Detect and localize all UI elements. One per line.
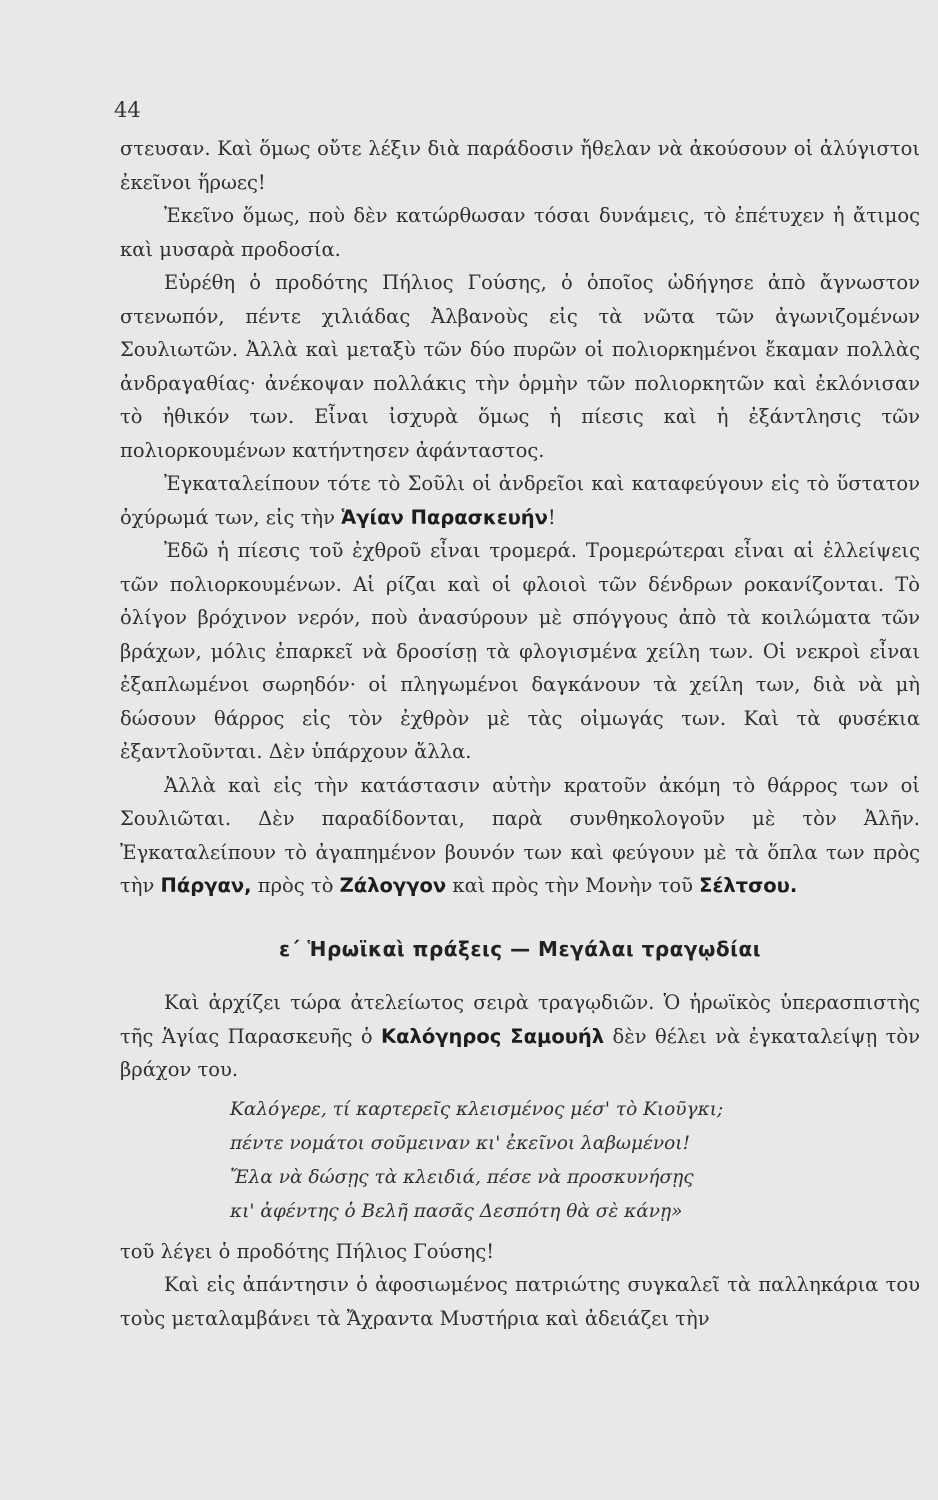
- poem-line: κι' ἀφέντης ὁ Βελῆ πασᾶς Δεσπότη θὰ σὲ κάνῃ»: [230, 1200, 683, 1222]
- paragraph-7-text: Καὶ ἀρχίζει τώρα ἀτελείωτος σειρὰ τραγῳδιῶν. Ὁ ἡρωϊκὸς ὑπερασπιστὴς τῆς Ἁγίας Παρασκευῆς ὁ: [120, 991, 920, 1048]
- paragraph-2: Ἐκεῖνο ὅμως, ποὺ δὲν κατώρθωσαν τόσαι δυνάμεις, τὸ ἐπέτυχεν ἡ ἄτιμος καὶ μυσαρὰ προδοσία.: [120, 204, 920, 261]
- place-name-zalongo: Ζάλογγον: [339, 874, 447, 897]
- section-heading: ε΄ Ἡρωϊκαὶ πράξεις — Μεγάλαι τραγῳδίαι: [279, 936, 761, 961]
- poem-line: Ἔλα νὰ δώσῃς τὰ κλειδιά, πέσε νὰ προσκυνήσῃς: [230, 1166, 694, 1188]
- paragraph-9: Καὶ εἰς ἀπάντησιν ὁ ἀφοσιωμένος πατριώτης συγκαλεῖ τὰ παλληκάρια του τοὺς μεταλαμβάνει τὰ Ἄχραντα Μυστήρια καὶ ἀδειάζει τὴν: [120, 1273, 920, 1330]
- paragraph-6: [120, 769, 920, 903]
- page-number: 44: [114, 98, 141, 122]
- paragraph-5: Ἐδῶ ἡ πίεσις τοῦ ἐχθροῦ εἶναι τρομερά. Τρομερώτεραι εἶναι αἱ ἐλλείψεις τῶν πολιορκουμένων. Αἱ ρίζαι καὶ οἱ φλοιοὶ τῶν δένδρων ροκανίζονται. Τὸ ὀλίγον βρόχινον νερόν, ποὺ ἀνασύρουν μὲ σπόγγους ἀπὸ τὰ κοιλώματα τῶν βράχων, μόλις ἐπαρκεῖ νὰ δροσίσῃ τὰ φλογισμένα χείλη των. Οἱ νεκροὶ εἶναι ἐξαπλωμένοι σωρηδόν· οἱ πληγωμένοι δαγκάνουν τὰ χείλη των, διὰ νὰ μὴ δώσουν θάρρος εἰς τὸν ἐχθρὸν μὲ τὰς οἰμωγάς των. Καὶ τὰ φυσέκια ἐξαντλοῦνται. Δὲν ὑπάρχουν ἄλλα.: [120, 539, 920, 763]
- poem-block: [120, 1093, 920, 1229]
- paragraph-4-end: !: [547, 505, 556, 529]
- paragraph-6-text-2: πρὸς τὸ: [251, 874, 340, 897]
- poem-line: πέντε νομάτοι σοῦμειναν κι' ἐκεῖνοι λαβωμένοι!: [230, 1132, 690, 1154]
- paragraph-1: στευσαν. Καὶ ὅμως οὔτε λέξιν διὰ παράδοσιν ἤθελαν νὰ ἀκούσουν οἱ ἀλύγιστοι ἐκεῖνοι ἥρωες!: [120, 137, 920, 194]
- place-name-seltsou: Σέλτσου.: [699, 874, 798, 897]
- paragraph-6-text-1: Ἀλλὰ καὶ εἰς τὴν κατάστασιν αὐτὴν κρατοῦν ἀκόμη τὸ θάρρος των οἱ Σουλιῶται. Δὲν παραδίδονται, παρὰ συνθηκολογοῦν μὲ τὸν Ἀλῆν. Ἐγκαταλείπουν τὸ ἀγαπημένον βουνόν των καὶ φεύγουν μὲ τὰ ὅπλα των πρὸς τὴν: [120, 773, 920, 897]
- paragraph-7-end: δὲν θέλει νὰ ἐγκαταλείψῃ τὸν βράχον του.: [120, 1024, 920, 1081]
- paragraph-8: τοῦ λέγει ὁ προδότης Πήλιος Γούσης!: [120, 1239, 495, 1263]
- paragraph-6-text-3: καὶ πρὸς τὴν Μονὴν τοῦ: [446, 874, 700, 897]
- page-body: [120, 132, 920, 1335]
- paragraph-4-text: Ἐγκαταλείπουν τότε τὸ Σοῦλι οἱ ἀνδρεῖοι καὶ καταφεύγουν εἰς τὸ ὕστατον ὀχύρωμά των, εἰς τὴν: [120, 472, 920, 529]
- place-name-parga: Πάργαν,: [160, 874, 252, 897]
- poem-line: Καλόγερε, τί καρτερεῖς κλεισμένος μέσ' τὸ Κιοῦγκι;: [230, 1098, 724, 1120]
- paragraph-3: Εὑρέθη ὁ προδότης Πήλιος Γούσης, ὁ ὁποῖος ὡδήγησε ἀπὸ ἄγνωστον στενωπόν, πέντε χιλιάδας Ἀλβανοὺς εἰς τὰ νῶτα τῶν ἀγωνιζομένων Σουλιωτῶν. Ἀλλὰ καὶ μεταξὺ τῶν δύο πυρῶν οἱ πολιορκημένοι ἔκαμαν πολλὰς ἀνδραγαθίας· ἀνέκοψαν πολλάκις τὴν ὁρμὴν τῶν πολιορκητῶν καὶ ἐκλόνισαν τὸ ἠθικόν των. Εἶναι ἰσχυρὰ ὅμως ἡ πίεσις καὶ ἡ ἐξάντλησις τῶν πολιορκουμένων κατήντησεν ἀφάνταστος.: [120, 271, 920, 462]
- person-name-samouil: Καλόγηρος Σαμουήλ: [381, 1024, 605, 1048]
- paragraph-4: [120, 467, 920, 534]
- place-name-agia-paraskevi: Ἁγίαν Παρασκευήν: [341, 505, 548, 529]
- paragraph-7: [120, 986, 920, 1087]
